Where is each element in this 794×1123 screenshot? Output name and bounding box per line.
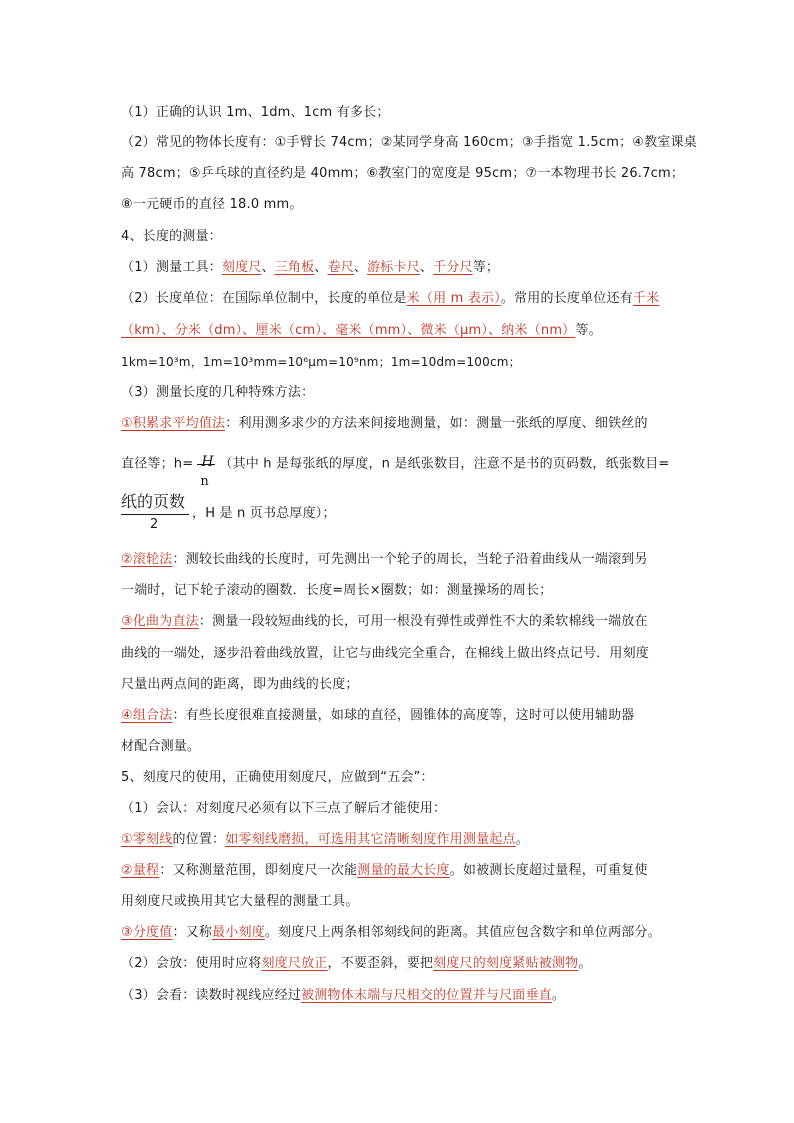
place-upright: 刻度尺放正: [261, 956, 328, 971]
place-contact: 刻度尺的刻度紧贴被测物: [433, 956, 579, 971]
method-1-line-2: [121, 446, 681, 489]
place-line: [121, 954, 681, 974]
place-end: 。: [578, 956, 592, 971]
method-2-label: ②滚轮法: [121, 552, 173, 567]
method-1-label: ①积累求平均值法: [121, 416, 226, 431]
tool-sep: 、: [261, 260, 275, 275]
formula-denominator: n: [200, 474, 209, 489]
tool-sep: 、: [419, 260, 434, 275]
read-line: [121, 986, 681, 1006]
heading-s5: 5、刻度尺的使用，正确使用刻度尺，应做到“五会”：: [121, 770, 434, 785]
read-end: 。: [551, 988, 566, 1003]
method-2-text: ：测较长曲线的长度时，可先测出一个轮子的周长，当轮子沿着曲线从一端滚到另: [172, 552, 648, 567]
method-3-text: ：测量一段较短曲线的长，可用一根没有弹性或弹性不大的柔软棉线一端放在: [198, 614, 648, 629]
division-mid: ：又称: [172, 925, 213, 940]
tool-sep: 、: [314, 260, 328, 275]
method-4-line-1: [121, 706, 681, 726]
range-max: 测量的最大长度: [357, 863, 450, 878]
tool-item: 卷尺: [327, 260, 354, 275]
method-1-text: ：利用测多求少的方法来间接地测量，如：测量一张纸的厚度、细铁丝的: [225, 416, 648, 431]
tools-prefix: （1）测量工具：: [121, 260, 222, 275]
formula-h-fraction: [195, 446, 217, 489]
para-s1-l4: ⑧一元硬币的直径 18.0 mm。: [121, 197, 303, 212]
zero-mark-label: ①零刻线: [121, 832, 173, 847]
range-line-1: [121, 861, 681, 881]
tool-item: 三角板: [274, 260, 315, 275]
read-prefix: （3）会看：读数时视线应经过: [121, 988, 302, 1003]
place-prefix: （2）会放：使用时应将: [121, 956, 262, 971]
tool-item: 刻度尺: [221, 260, 262, 275]
tool-item: 千分尺: [433, 260, 473, 275]
para-s1-l2: （2）常见的物体长度有：①手臂长 74cm；②某同学身高 160cm；③手指宽 1.5cm；④教室课桌: [121, 135, 697, 150]
method-3-label: ③化曲为直法: [121, 614, 199, 629]
range-mid: ：又称测量范围，即刻度尺一次能: [159, 863, 358, 878]
division-line: [121, 923, 681, 943]
pages-numerator: 纸的页数: [121, 492, 186, 511]
tools-suffix: 等；: [472, 260, 500, 275]
zero-mark-mid: 的位置：: [172, 832, 226, 847]
range-line-2: 用刻度尺或换用其它大量程的测量工具。: [121, 894, 359, 909]
method-1-line-3: ，H 是 n 页书总厚度）；: [192, 506, 336, 521]
know-line: （1）会认：对刻度尺必须有以下三点了解后才能使用：: [121, 801, 447, 816]
tool-sep: 、: [353, 260, 368, 275]
method-1-line-1: [121, 414, 681, 434]
division-label: ③分度值: [121, 925, 173, 940]
unit-line-1: [121, 289, 681, 309]
zero-mark-line: [121, 830, 681, 850]
division-min: 最小刻度: [212, 925, 265, 940]
pages-denominator: 2: [150, 517, 159, 532]
pages-fraction: [121, 492, 189, 536]
heading-s4: 4、长度的测量：: [121, 229, 222, 244]
method-3-line-1: [121, 612, 681, 632]
range-end: 。如被测长度超过量程，可重复使: [449, 863, 648, 878]
method-1-text: （其中 h 是每张纸的厚度，n 是纸张数目，注意不是书的页码数，纸张数目=: [219, 456, 670, 472]
methods-heading: （3）测量长度的几种特殊方法：: [121, 385, 315, 400]
unit-line-2: [121, 321, 681, 341]
formula-numerator: H: [201, 454, 214, 470]
method-3-line-3: 尺量出两点间的距离，即为曲线的长度；: [121, 677, 359, 692]
range-label: ②量程: [121, 863, 160, 878]
unit-conversion: 1km=10³m，1m=10³mm=10⁶μm=10⁹nm；1m=10dm=100cm；: [121, 355, 521, 369]
unit-si: 米（用 m 表示）: [406, 291, 501, 306]
method-2-line-2: 一端时，记下轮子滚动的圈数．长度=周长×圈数；如：测量操场的周长；: [121, 583, 553, 598]
tool-item: 游标卡尺: [367, 260, 420, 275]
method-4-label: ④组合法: [121, 708, 173, 723]
method-1-text: 直径等；h=: [121, 456, 194, 472]
para-s1-l1: （1）正确的认识 1m、1dm、1cm 有多长；: [121, 105, 390, 120]
zero-mark-note: 如零刻线磨损，可选用其它清晰刻度作用测量起点: [225, 832, 516, 847]
fraction-bar: [121, 514, 189, 515]
unit-end: 等。: [575, 323, 602, 338]
division-end: 。刻度尺上两条相邻刻线间的距离。其值应包含数字和单位两部分。: [264, 925, 661, 940]
zero-mark-end: 。: [515, 832, 529, 847]
para-s1-l3: 高 78cm；⑤乒乓球的直径约是 40mm；⑥教室门的宽度是 95cm；⑦一本物理书长 26.7cm；: [121, 166, 685, 181]
method-4-line-2: 材配合测量。: [121, 739, 201, 754]
read-rule: 被测物体末端与尺相交的位置并与尺面垂直: [301, 988, 552, 1003]
method-3-line-2: 曲线的一端处，逐步沿着曲线放置，让它与曲线完全重合，在棉线上做出终点记号．用刻度: [121, 646, 650, 661]
method-2-line-1: [121, 550, 681, 570]
unit-qian: 千米: [632, 291, 660, 306]
unit-mid: 。常用的长度单位还有: [500, 291, 633, 306]
unit-prefix: （2）长度单位：在国际单位制中，长度的单位是: [121, 291, 407, 306]
unit-list: （km）、分米（dm）、厘米（cm）、毫米（mm）、微米（μm）、纳米（nm）: [121, 323, 576, 338]
place-mid: ，不要歪斜，要把: [327, 956, 434, 971]
method-4-text: ：有些长度很难直接测量，如球的直径，圆锥体的高度等，这时可以使用辅助器: [172, 708, 635, 723]
tools-line: [121, 258, 681, 278]
